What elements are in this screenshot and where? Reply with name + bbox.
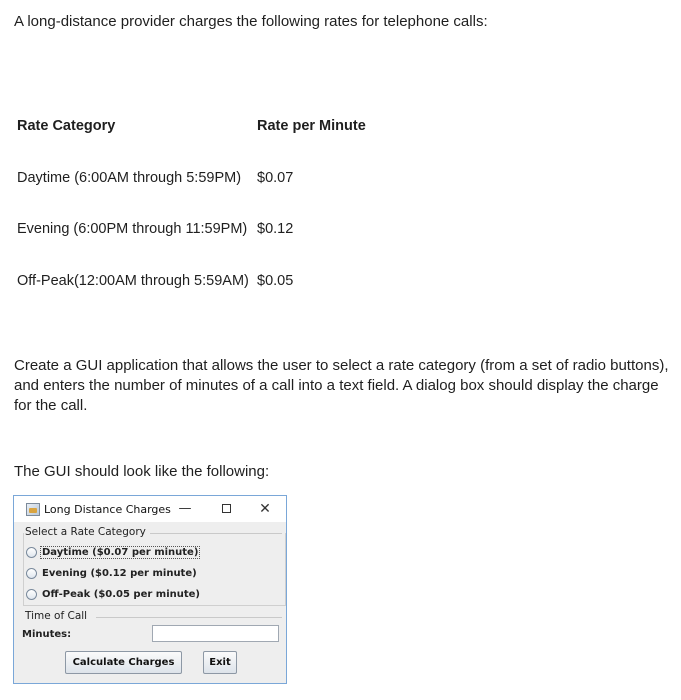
exit-button[interactable]: Exit (203, 651, 237, 674)
calculate-charges-button[interactable]: Calculate Charges (65, 651, 182, 674)
rate-per-minute-header: Rate per Minute (257, 118, 366, 134)
intro-text: A long-distance provider charges the following rates for telephone calls: (14, 13, 488, 30)
window-titlebar[interactable] (14, 496, 286, 522)
close-icon[interactable]: ✕ (259, 501, 271, 517)
java-app-icon (26, 503, 40, 516)
rate-category-cell: Daytime (6:00AM through 5:59PM) (17, 170, 242, 186)
rate-category-header: Rate Category (17, 118, 116, 134)
radio-evening[interactable] (26, 565, 198, 581)
time-group-label: Time of Call (25, 610, 88, 622)
rate-group-label: Select a Rate Category (25, 526, 146, 538)
minimize-icon[interactable]: — (178, 501, 192, 516)
radio-button-icon[interactable] (26, 589, 37, 600)
rate-price-cell: $0.12 (257, 221, 294, 237)
gui-intro-text: The GUI should look like the following: (14, 463, 270, 480)
radio-label[interactable]: Daytime ($0.07 per minute) (42, 546, 199, 558)
time-group-border (96, 617, 282, 618)
radio-offpeak[interactable] (26, 586, 201, 602)
long-distance-window (13, 495, 287, 684)
radio-label[interactable]: Evening ($0.12 per minute) (42, 567, 197, 579)
rate-price-cell: $0.07 (257, 170, 294, 186)
rate-price-cell: $0.05 (257, 273, 294, 289)
task-description: Create a GUI application that allows the user to select a rate category (from a set of radio buttons), and enters the number of minutes of a call into a text field. A dialog box should display the charge for the call. (14, 357, 669, 414)
rate-category-cell: Off-Peak(12:00AM through 5:59AM) (17, 273, 249, 289)
radio-daytime[interactable] (26, 544, 199, 560)
maximize-icon[interactable] (215, 500, 237, 518)
radio-button-icon[interactable] (26, 547, 37, 558)
rate-category-cell: Evening (6:00PM through 11:59PM) (17, 221, 248, 237)
window-title: Long Distance Charges (44, 503, 171, 516)
minutes-input[interactable] (152, 625, 279, 642)
radio-label[interactable]: Off-Peak ($0.05 per minute) (42, 588, 200, 600)
radio-button-icon[interactable] (26, 568, 37, 579)
minutes-label: Minutes: (22, 629, 72, 640)
